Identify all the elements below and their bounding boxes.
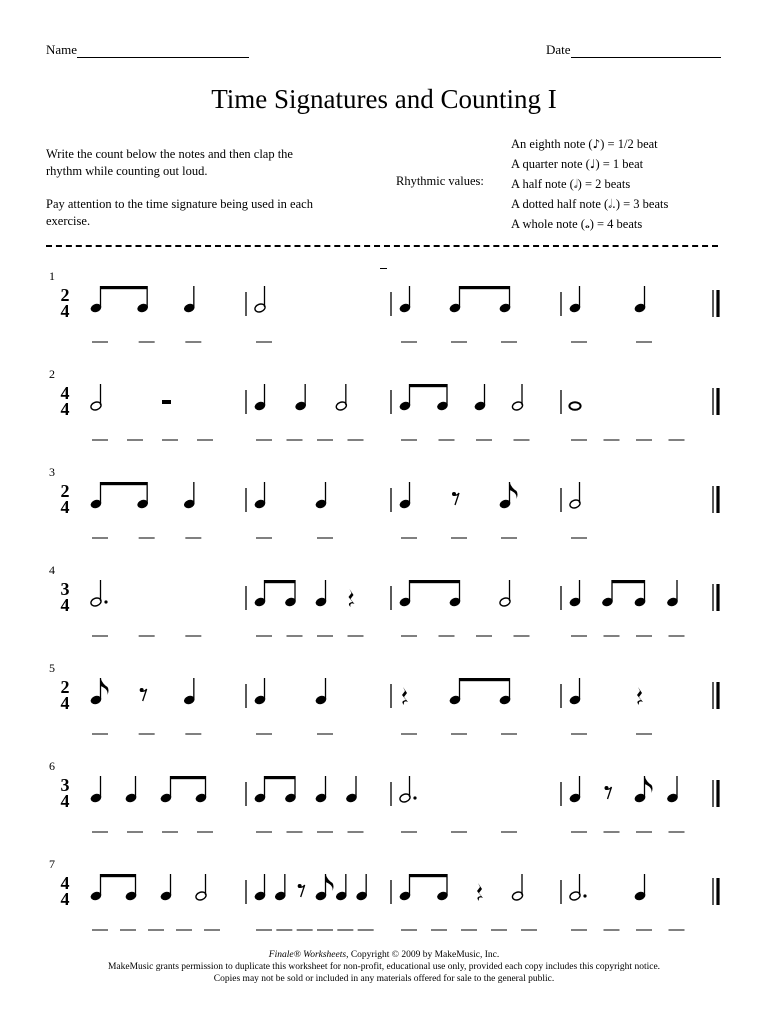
note-beam (460, 678, 510, 681)
rhythmic-value-item: A half note (𝅗𝅥) = 2 beats (511, 177, 631, 191)
note-beam (101, 874, 136, 877)
dot (583, 894, 586, 897)
quarter-rest (402, 687, 408, 705)
rhythmic-value-item: A whole note (𝅝) = 4 beats (511, 217, 643, 231)
footer-line-1: Finale® Worksheets, Copyright © 2009 by MakeMusic, Inc. (268, 950, 500, 960)
quarter-rest (637, 687, 643, 705)
note-beam (410, 384, 448, 387)
time-signature-top: 4 (60, 383, 70, 403)
half-rest (162, 400, 171, 404)
time-signature-bottom: 4 (60, 301, 70, 321)
footer (0, 949, 768, 985)
exercise-number: 1 (49, 269, 55, 283)
note-flag (510, 482, 518, 499)
footer-line-3: Copies may not be sold or included in any materials offered for sale to the general public. (213, 974, 555, 984)
note-beam (265, 776, 296, 779)
note-beam (410, 874, 448, 877)
eighth-note-icon: ♪ (592, 137, 601, 151)
quarter-rest (349, 589, 355, 607)
note-flag (326, 874, 334, 891)
rhythmic-values-label: Rhythmic values: (396, 174, 484, 188)
name-label: Name (46, 42, 78, 57)
dotted-half-note-icon: 𝅗𝅥. (608, 197, 616, 211)
note-flag (101, 678, 109, 695)
exercise-number: 5 (49, 661, 55, 675)
time-signature-top: 3 (60, 579, 70, 599)
exercise-number: 2 (49, 367, 55, 381)
half-note-icon: 𝅗𝅥 (573, 177, 578, 191)
dot (413, 796, 416, 799)
dot (104, 600, 107, 603)
time-signature-bottom: 4 (60, 889, 70, 909)
note-beam (101, 482, 148, 485)
page-title: Time Signatures and Counting I (211, 84, 557, 114)
time-signature-bottom: 4 (60, 693, 70, 713)
instruction-2: Pay attention to the time signature being used in each exercise. (46, 197, 313, 228)
time-signature-top: 2 (60, 285, 70, 305)
exercise-number: 6 (49, 759, 55, 773)
note-beam (410, 580, 460, 583)
quarter-rest (477, 883, 483, 901)
note-beam (612, 580, 645, 583)
exercise-number: 4 (49, 563, 55, 577)
whole-note-icon: 𝅝 (584, 217, 590, 231)
time-signature-top: 2 (60, 481, 70, 501)
time-signature-top: 3 (60, 775, 70, 795)
date-label: Date (546, 42, 571, 57)
eighth-rest (299, 885, 305, 897)
instruction-1: Write the count below the notes and then clap the rhythm while counting out loud. (46, 147, 293, 178)
exercise-number: 3 (49, 465, 55, 479)
eighth-rest (141, 689, 147, 701)
whole-note (569, 402, 580, 410)
note-beam (101, 286, 148, 289)
time-signature-top: 2 (60, 677, 70, 697)
rhythmic-value-item: A dotted half note (𝅗𝅥.) = 3 beats (511, 197, 669, 211)
note-beam (460, 286, 510, 289)
note-flag (645, 776, 653, 793)
time-signature-bottom: 4 (60, 791, 70, 811)
footer-line-2: MakeMusic grants permission to duplicate this worksheet for non-profit, educational use only, provided each copy includes this copyright notice. (107, 962, 661, 972)
time-signature-top: 4 (60, 873, 70, 893)
exercise-number: 7 (49, 857, 55, 871)
note-beam (265, 580, 296, 583)
eighth-rest (606, 787, 612, 799)
note-beam (171, 776, 206, 779)
time-signature-bottom: 4 (60, 497, 70, 517)
eighth-rest (453, 493, 459, 505)
time-signature-bottom: 4 (60, 595, 70, 615)
time-signature-bottom: 4 (60, 399, 70, 419)
quarter-note-icon: ♩ (589, 157, 596, 171)
rhythmic-value-item: A quarter note (♩) = 1 beat (511, 157, 644, 171)
rhythmic-value-item: An eighth note (♪) = 1/2 beat (511, 137, 658, 151)
